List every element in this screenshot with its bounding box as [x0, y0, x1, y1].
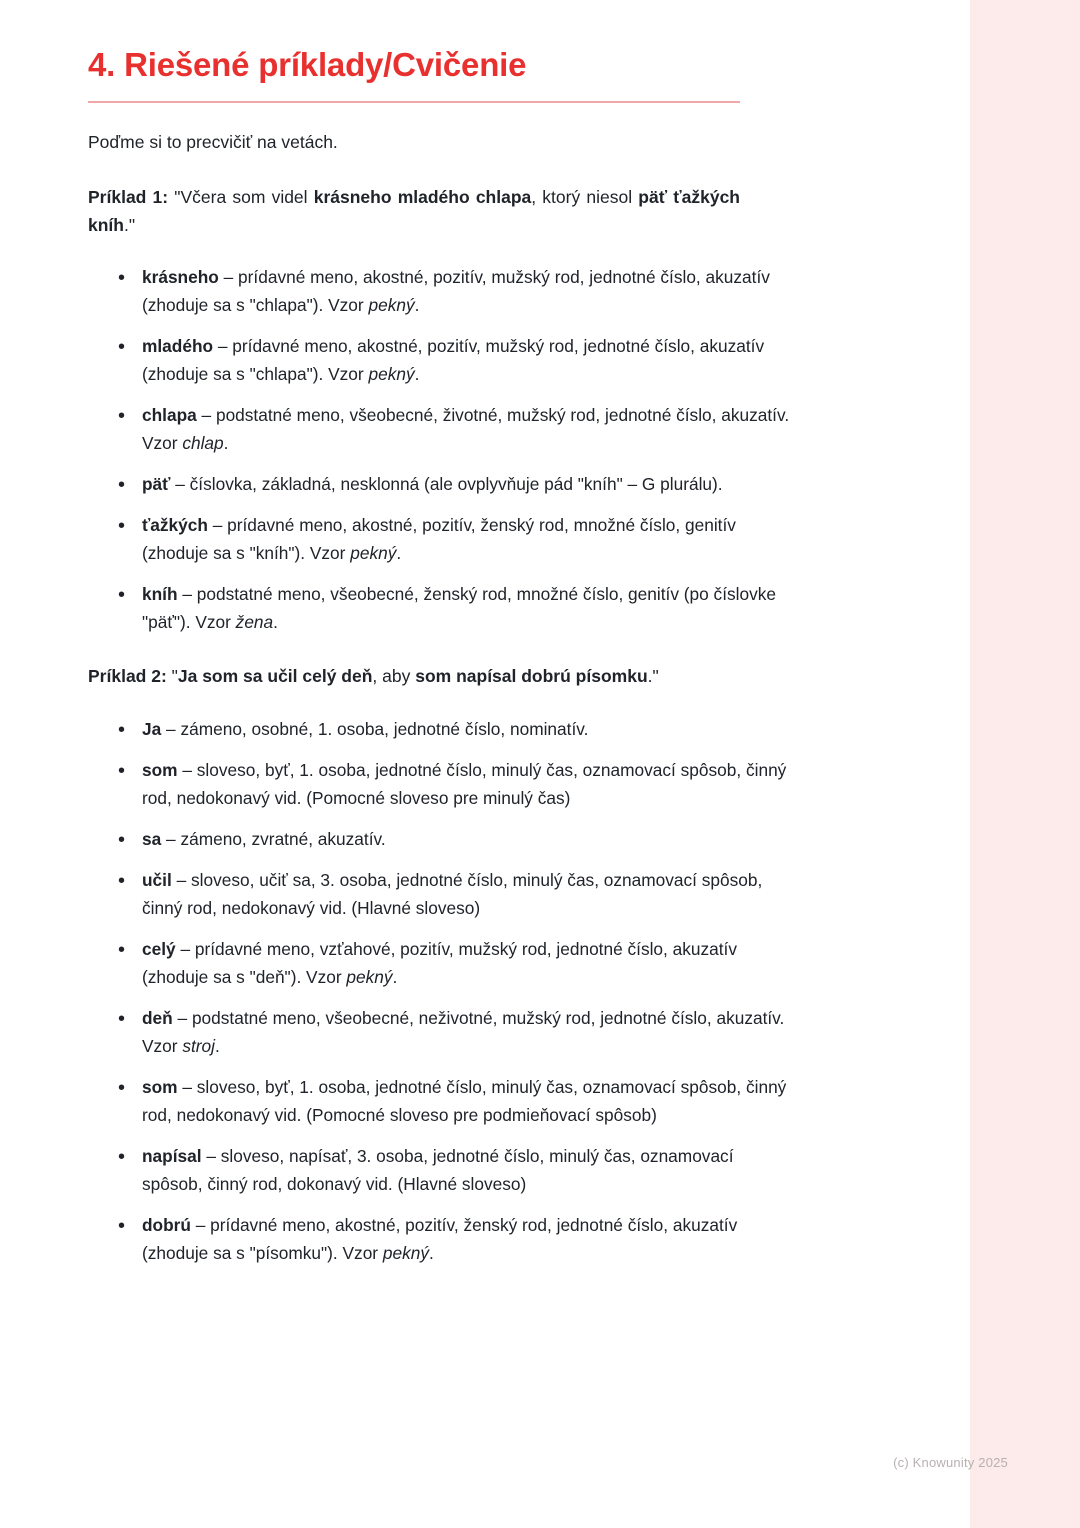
plain-phrase: "Včera som videl: [168, 186, 314, 207]
example-1-text: [88, 187, 740, 235]
list-item-pattern: pekný: [382, 1242, 429, 1263]
example-2-sentence: [88, 662, 740, 690]
plain-phrase: , aby: [372, 666, 416, 687]
list-item: [114, 1142, 794, 1198]
list-item-description: – sloveso, napísať, 3. osoba, jednotné číslo, minulý čas, oznamovací spôsob, činný rod, dokonavý vid. (Hlavné sloveso): [142, 1145, 734, 1194]
list-item-description: – prídavné meno, vzťahové, pozitív, mužský rod, jednotné číslo, akuzatív (zhoduje sa s "deň"). Vzor: [142, 938, 738, 987]
plain-phrase: , ktorý niesol: [531, 186, 639, 207]
list-item: [114, 401, 794, 457]
list-item-tail: .: [414, 364, 420, 385]
list-item-tail: .: [223, 433, 229, 454]
list-item-pattern: pekný: [368, 364, 415, 385]
list-item-term: chlapa: [142, 405, 197, 426]
list-item: [114, 470, 794, 498]
emphasised-phrase: päť ťažkých kníh: [88, 186, 740, 235]
list-item-pattern: žena: [235, 612, 274, 633]
list-item-description: – zámeno, zvratné, akuzatív.: [161, 828, 386, 849]
list-item-term: učil: [142, 869, 172, 890]
list-item-term: napísal: [142, 1145, 202, 1166]
page-title: 4. Riešené príklady/Cvičenie: [88, 46, 527, 83]
list-item: [114, 866, 794, 922]
list-item-pattern: chlap: [182, 433, 224, 454]
list-item-description: – prídavné meno, akostné, pozitív, mužský rod, jednotné číslo, akuzatív (zhoduje sa s "chlapa"). Vzor: [142, 267, 770, 316]
list-item: [114, 1004, 794, 1060]
intro-paragraph: Poďme si to precvičiť na vetách.: [88, 131, 338, 152]
list-item-description: – sloveso, učiť sa, 3. osoba, jednotné číslo, minulý čas, oznamovací spôsob, činný rod, nedokonavý vid. (Hlavné sloveso): [142, 869, 763, 918]
list-item-pattern: pekný: [350, 543, 397, 564]
list-item-description: – prídavné meno, akostné, pozitív, mužský rod, jednotné číslo, akuzatív (zhoduje sa s "chlapa"). Vzor: [142, 336, 765, 385]
plain-phrase: ": [166, 666, 178, 687]
list-item-term: deň: [142, 1007, 173, 1028]
list-item-term: som: [142, 759, 178, 780]
list-item-description: – podstatné meno, všeobecné, neživotné, mužský rod, jednotné číslo, akuzatív. Vzor: [142, 1007, 785, 1056]
plain-phrase: .": [123, 214, 136, 235]
list-item: [114, 332, 794, 388]
list-item: [114, 1073, 794, 1129]
list-item-term: Ja: [142, 718, 162, 739]
list-item: [114, 1211, 794, 1267]
list-item: [114, 263, 794, 319]
list-item-tail: .: [215, 1035, 220, 1056]
list-item-term: ťažkých: [142, 515, 208, 536]
list-item-description: – sloveso, byť, 1. osoba, jednotné číslo, minulý čas, oznamovací spôsob, činný rod, nedokonavý vid. (Pomocné sloveso pre minulý čas): [142, 759, 787, 808]
list-item-description: – podstatné meno, všeobecné, ženský rod, množné číslo, genitív (po číslovke "päť"). Vzor: [142, 584, 776, 633]
list-item-term: päť: [142, 474, 171, 495]
list-item-pattern: pekný: [368, 295, 415, 316]
list-item: [114, 825, 794, 853]
list-item-term: sa: [142, 828, 162, 849]
emphasised-phrase: Ja som sa učil celý deň: [177, 666, 373, 687]
example-2-analysis-list: [88, 715, 794, 1267]
title-divider: [88, 101, 740, 103]
list-item-pattern: pekný: [346, 966, 393, 987]
list-item-description: – prídavné meno, akostné, pozitív, ženský rod, množné číslo, genitív (zhoduje sa s "kníh"). Vzor: [142, 515, 736, 564]
list-item-description: – prídavné meno, akostné, pozitív, ženský rod, jednotné číslo, akuzatív (zhoduje sa s "písomku"). Vzor: [142, 1214, 738, 1263]
list-item-term: dobrú: [142, 1214, 191, 1235]
list-item-tail: .: [414, 295, 420, 316]
example-1-analysis-list: [88, 263, 794, 636]
example-1-label: Príklad 1:: [88, 186, 169, 207]
list-item-tail: .: [273, 612, 278, 633]
list-item: [114, 935, 794, 991]
list-item: [114, 511, 794, 567]
footer-credit: (c) Knowunity 2025: [893, 1455, 1008, 1470]
list-item: [114, 756, 794, 812]
list-item-tail: .: [392, 966, 398, 987]
list-item: [114, 715, 794, 743]
list-item-description: – sloveso, byť, 1. osoba, jednotné číslo, minulý čas, oznamovací spôsob, činný rod, nedokonavý vid. (Pomocné sloveso pre podmieňovací spôsob): [142, 1076, 787, 1125]
list-item-pattern: stroj: [182, 1035, 215, 1056]
list-item-term: kníh: [142, 584, 178, 605]
plain-phrase: .": [647, 666, 659, 687]
list-item-term: som: [142, 1076, 178, 1097]
list-item-description: – podstatné meno, všeobecné, životné, mužský rod, jednotné číslo, akuzatív. Vzor: [142, 405, 790, 454]
list-item-description: – číslovka, základná, nesklonná (ale ovplyvňuje pád "kníh" – G plurálu).: [170, 474, 723, 495]
list-item-term: krásneho: [142, 267, 219, 288]
list-item-term: mladého: [142, 336, 214, 357]
emphasised-phrase: som napísal dobrú písomku: [415, 666, 648, 687]
list-item-tail: .: [396, 543, 402, 564]
list-item: [114, 580, 794, 636]
example-1-sentence: [88, 183, 740, 240]
list-item-term: celý: [142, 938, 176, 959]
list-item-tail: .: [428, 1242, 434, 1263]
example-2-text: [167, 666, 659, 686]
example-2-label: Príklad 2:: [88, 666, 167, 687]
emphasised-phrase: krásneho mladého chlapa: [313, 186, 532, 207]
list-item-description: – zámeno, osobné, 1. osoba, jednotné číslo, nominatív.: [161, 718, 589, 739]
